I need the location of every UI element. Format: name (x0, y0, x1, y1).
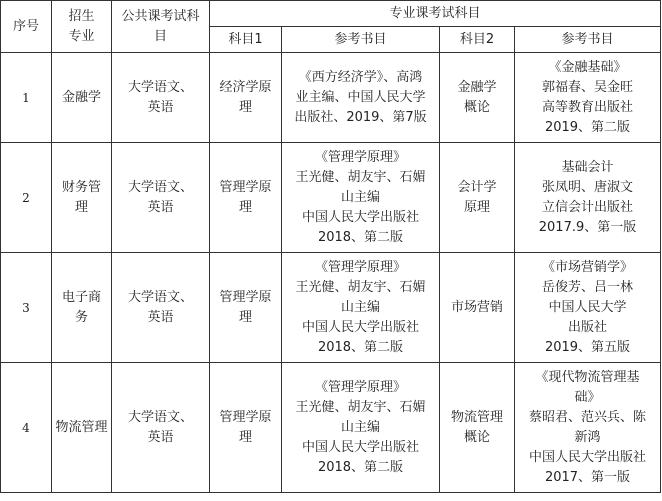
subject-1-cell: 管理学原 理 (210, 363, 282, 493)
table-row (1, 53, 661, 143)
major-cell: 财务管 理 (52, 143, 112, 253)
header-professional-subjects: 专业课考试科目 (210, 1, 661, 27)
books-1-cell: 《管理学原理》 王光健、胡友宇、石媚 山主编 中国人民大学出版社 2018、第二版 (282, 143, 440, 253)
header-major: 招生 专业 (52, 1, 112, 53)
major-cell: 金融学 (52, 53, 112, 143)
header-public-subjects: 公共课考试科 目 (112, 1, 210, 53)
table-row (1, 363, 661, 493)
header-subject-2: 科目2 (440, 27, 515, 53)
public-subjects-cell: 大学语文、 英语 (112, 143, 210, 253)
subject-2-cell: 物流管理 概论 (440, 363, 515, 493)
header-books-1: 参考书目 (282, 27, 440, 53)
header-seq: 序号 (1, 1, 52, 53)
header-row-1 (1, 1, 661, 27)
public-subjects-cell: 大学语文、 英语 (112, 53, 210, 143)
public-subjects-cell: 大学语文、 英语 (112, 363, 210, 493)
public-subjects-cell: 大学语文、 英语 (112, 253, 210, 363)
header-books-2: 参考书目 (515, 27, 661, 53)
seq-cell: 1 (1, 53, 52, 143)
subject-1-cell: 管理学原 理 (210, 253, 282, 363)
major-cell: 电子商 务 (52, 253, 112, 363)
subject-2-cell: 会计学 原理 (440, 143, 515, 253)
subject-2-cell: 市场营销 (440, 253, 515, 363)
seq-cell: 3 (1, 253, 52, 363)
books-2-cell: 《现代物流管理基 础》 蔡昭君、范兴兵、陈 新鸿 中国人民大学出版社 2017、第一版 (515, 363, 661, 493)
books-1-cell: 《管理学原理》 王光健、胡友宇、石媚 山主编 中国人民大学出版社 2018、第二版 (282, 363, 440, 493)
subject-2-cell: 金融学 概论 (440, 53, 515, 143)
subject-1-cell: 经济学原 理 (210, 53, 282, 143)
seq-cell: 2 (1, 143, 52, 253)
subject-1-cell: 管理学原 理 (210, 143, 282, 253)
books-2-cell: 《市场营销学》 岳俊芳、吕一林 中国人民大学 出版社 2019、第五版 (515, 253, 661, 363)
header-subject-1: 科目1 (210, 27, 282, 53)
books-1-cell: 《管理学原理》 王光健、胡友宇、石媚 山主编 中国人民大学出版社 2018、第二版 (282, 253, 440, 363)
table-row (1, 143, 661, 253)
table-row (1, 253, 661, 363)
major-cell: 物流管理 (52, 363, 112, 493)
seq-cell: 4 (1, 363, 52, 493)
books-2-cell: 《金融基础》 郭福春、吴金旺 高等教育出版社 2019、第二版 (515, 53, 661, 143)
books-2-cell: 基础会计 张凤明、唐淑文 立信会计出版社 2017.9、第一版 (515, 143, 661, 253)
books-1-cell: 《西方经济学》、高鸿 业主编、中国人民大学 出版社、2019、第7版 (282, 53, 440, 143)
